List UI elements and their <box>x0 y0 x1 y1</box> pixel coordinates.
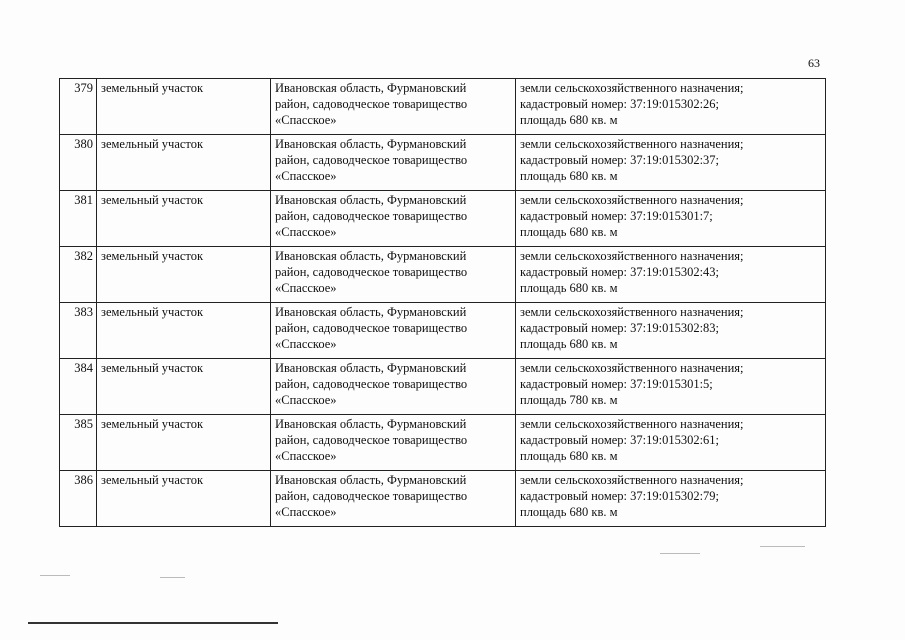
description-line: площадь 780 кв. м <box>520 393 618 407</box>
object-location <box>271 471 516 527</box>
scan-speck <box>660 553 700 554</box>
object-description <box>516 471 826 527</box>
description-line: земли сельскохозяйственного назначения; <box>520 473 744 487</box>
row-number: 381 <box>60 191 97 247</box>
location-line: Ивановская область, Фурмановский <box>275 137 467 151</box>
description-line: кадастровый номер: 37:19:015302:37; <box>520 153 720 167</box>
object-type: земельный участок <box>97 135 271 191</box>
object-type: земельный участок <box>97 191 271 247</box>
description-line: земли сельскохозяйственного назначения; <box>520 361 744 375</box>
scan-edge-line <box>28 622 278 624</box>
location-line: район, садоводческое товарищество <box>275 321 468 335</box>
row-number: 384 <box>60 359 97 415</box>
description-line: площадь 680 кв. м <box>520 169 618 183</box>
object-type: земельный участок <box>97 79 271 135</box>
land-plot-table <box>59 78 826 527</box>
object-location <box>271 191 516 247</box>
description-line: земли сельскохозяйственного назначения; <box>520 137 744 151</box>
location-line: Ивановская область, Фурмановский <box>275 417 467 431</box>
object-type: земельный участок <box>97 247 271 303</box>
scan-speck <box>160 577 185 578</box>
table-row <box>60 191 826 247</box>
object-description <box>516 247 826 303</box>
object-location <box>271 135 516 191</box>
location-line: «Спасское» <box>275 113 337 127</box>
object-description <box>516 359 826 415</box>
table-row <box>60 247 826 303</box>
description-line: кадастровый номер: 37:19:015301:7; <box>520 209 713 223</box>
object-location <box>271 303 516 359</box>
location-line: «Спасское» <box>275 281 337 295</box>
location-line: Ивановская область, Фурмановский <box>275 81 467 95</box>
object-description <box>516 79 826 135</box>
location-line: Ивановская область, Фурмановский <box>275 193 467 207</box>
location-line: Ивановская область, Фурмановский <box>275 249 467 263</box>
location-line: район, садоводческое товарищество <box>275 265 468 279</box>
table-row <box>60 79 826 135</box>
description-line: земли сельскохозяйственного назначения; <box>520 81 744 95</box>
description-line: земли сельскохозяйственного назначения; <box>520 193 744 207</box>
description-line: кадастровый номер: 37:19:015301:5; <box>520 377 713 391</box>
location-line: «Спасское» <box>275 225 337 239</box>
description-line: площадь 680 кв. м <box>520 281 618 295</box>
object-description <box>516 135 826 191</box>
row-number: 383 <box>60 303 97 359</box>
location-line: район, садоводческое товарищество <box>275 489 468 503</box>
location-line: район, садоводческое товарищество <box>275 97 468 111</box>
location-line: район, садоводческое товарищество <box>275 209 468 223</box>
description-line: земли сельскохозяйственного назначения; <box>520 305 744 319</box>
table-row <box>60 303 826 359</box>
location-line: «Спасское» <box>275 449 337 463</box>
description-line: кадастровый номер: 37:19:015302:83; <box>520 321 720 335</box>
location-line: Ивановская область, Фурмановский <box>275 473 467 487</box>
location-line: Ивановская область, Фурмановский <box>275 305 467 319</box>
scan-speck <box>40 575 70 576</box>
object-description <box>516 191 826 247</box>
object-type: земельный участок <box>97 415 271 471</box>
description-line: земли сельскохозяйственного назначения; <box>520 417 744 431</box>
object-location <box>271 247 516 303</box>
row-number: 386 <box>60 471 97 527</box>
location-line: «Спасское» <box>275 169 337 183</box>
table-row <box>60 135 826 191</box>
location-line: район, садоводческое товарищество <box>275 433 468 447</box>
row-number: 382 <box>60 247 97 303</box>
row-number: 379 <box>60 79 97 135</box>
description-line: площадь 680 кв. м <box>520 337 618 351</box>
location-line: район, садоводческое товарищество <box>275 377 468 391</box>
table-row <box>60 471 826 527</box>
table-row <box>60 359 826 415</box>
description-line: площадь 680 кв. м <box>520 225 618 239</box>
object-description <box>516 415 826 471</box>
description-line: кадастровый номер: 37:19:015302:26; <box>520 97 720 111</box>
description-line: кадастровый номер: 37:19:015302:79; <box>520 489 720 503</box>
object-type: земельный участок <box>97 471 271 527</box>
object-type: земельный участок <box>97 359 271 415</box>
location-line: «Спасское» <box>275 505 337 519</box>
description-line: площадь 680 кв. м <box>520 449 618 463</box>
object-location <box>271 415 516 471</box>
object-type: земельный участок <box>97 303 271 359</box>
location-line: Ивановская область, Фурмановский <box>275 361 467 375</box>
description-line: кадастровый номер: 37:19:015302:61; <box>520 433 720 447</box>
object-location <box>271 79 516 135</box>
location-line: «Спасское» <box>275 337 337 351</box>
scan-speck <box>760 546 805 547</box>
location-line: «Спасское» <box>275 393 337 407</box>
row-number: 385 <box>60 415 97 471</box>
location-line: район, садоводческое товарищество <box>275 153 468 167</box>
table-row <box>60 415 826 471</box>
description-line: площадь 680 кв. м <box>520 505 618 519</box>
description-line: кадастровый номер: 37:19:015302:43; <box>520 265 720 279</box>
object-description <box>516 303 826 359</box>
description-line: площадь 680 кв. м <box>520 113 618 127</box>
page-number: 63 <box>808 56 820 70</box>
description-line: земли сельскохозяйственного назначения; <box>520 249 744 263</box>
row-number: 380 <box>60 135 97 191</box>
object-location <box>271 359 516 415</box>
